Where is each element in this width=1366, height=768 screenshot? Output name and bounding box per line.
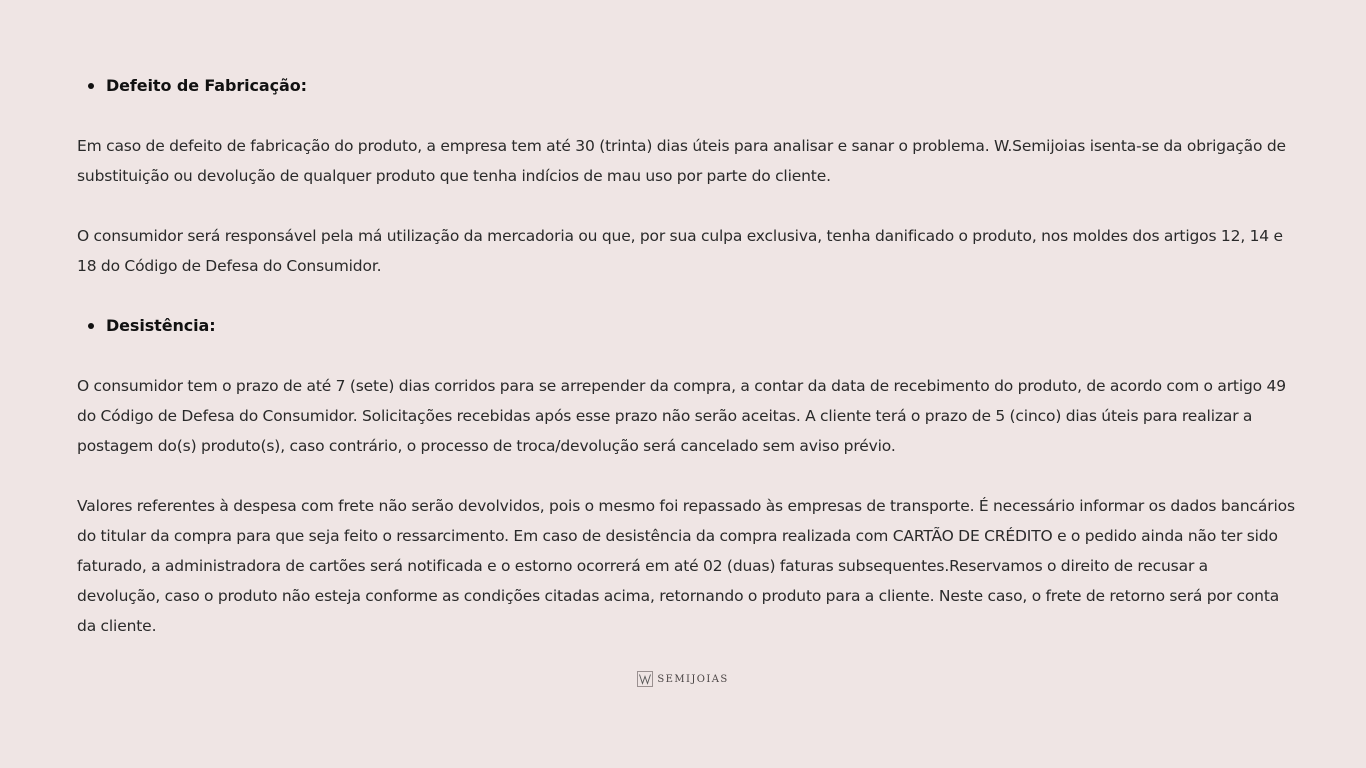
paragraph-defeito-2: O consumidor será responsável pela má utilização da mercadoria ou que, por sua culpa exclusiva, tenha danificado o produto, nos moldes dos artigos 12, 14 e 18 do Código de Defesa do Consumidor. [77,227,1283,275]
paragraph-desistencia-1: O consumidor tem o prazo de até 7 (sete) dias corridos para se arrepender da compra, a contar da data de recebimento do produto, de acordo com o artigo 49 do Código de Defesa do Consumidor. Solicitações recebidas após esse prazo não serão aceitas. A cliente terá o prazo de 5 (cinco) dias úteis para realizar a postagem do(s) produto(s), caso contrário, o processo de troca/devolução será cancelado sem aviso prévio. [77,377,1286,455]
bullet-dot [88,323,94,329]
policy-content [77,71,1295,641]
logo-text: SEMIJOIAS [657,673,729,685]
heading-text: Desistência: [106,316,216,335]
heading-text: Defeito de Fabricação: [106,76,307,95]
brand-logo [0,670,1366,688]
paragraph-defeito-1: Em caso de defeito de fabricação do produto, a empresa tem até 30 (trinta) dias úteis para analisar e sanar o problema. W.Semijoias isenta-se da obrigação de substituição ou devolução de qualquer produto que tenha indícios de mau uso por parte do cliente. [77,137,1286,185]
logo-mark-icon [637,671,653,687]
bullet-dot [88,83,94,89]
paragraph-desistencia-2: Valores referentes à despesa com frete não serão devolvidos, pois o mesmo foi repassado às empresas de transporte. É necessário informar os dados bancários do titular da compra para que seja feito o ressarcimento. Em caso de desistência da compra realizada com CARTÃO DE CRÉDITO e o pedido ainda não ter sido faturado, a administradora de cartões será notificada e o estorno ocorrerá em até 02 (duas) faturas subsequentes.Reservamos o direito de recusar a devolução, caso o produto não esteja conforme as condições citadas acima, retornando o produto para a cliente. Neste caso, o frete de retorno será por conta da cliente. [77,497,1295,635]
section-heading-desistencia [77,311,1295,341]
section-heading-defeito [77,71,1295,101]
